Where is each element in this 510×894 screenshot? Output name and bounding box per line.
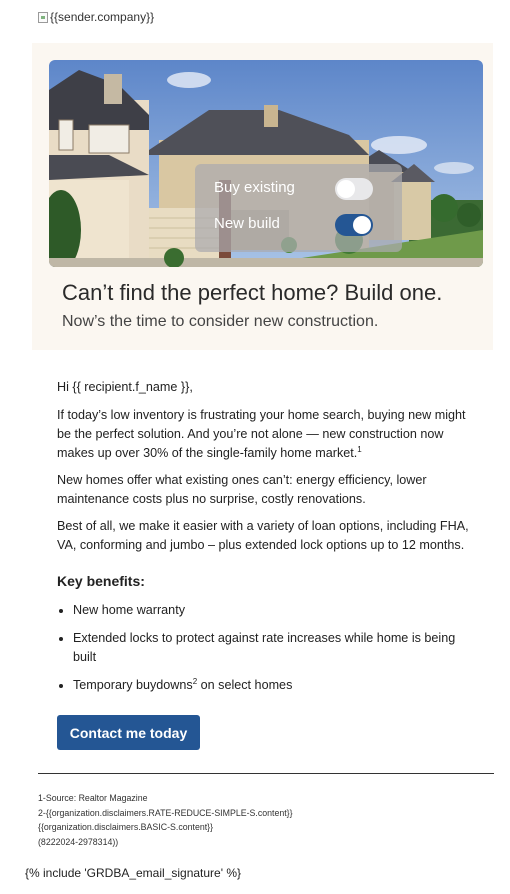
broken-image-icon (38, 12, 48, 23)
toggle-overlay-card (195, 164, 402, 252)
paragraph-benefits: New homes offer what existing ones can’t: energy efficiency, lower maintenance costs plus no surprise, costly renovations. (57, 473, 427, 506)
footnote-line: {{organization.disclaimers.BASIC-S.content}} (38, 822, 214, 832)
footnote-ref: 1 (357, 444, 362, 454)
company-logo (38, 10, 154, 24)
hero-title: Can’t find the perfect home? Build one. (62, 280, 443, 305)
greeting: Hi {{ recipient.f_name }}, (57, 380, 193, 394)
toggle-label-buy-existing: Buy existing (214, 179, 295, 196)
toggle-label-new-build: New build (214, 215, 280, 232)
contact-me-button[interactable]: Contact me today (57, 715, 200, 750)
email-body (57, 378, 472, 704)
paragraph-inventory (57, 406, 472, 463)
paragraph-text: If today’s low inventory is frustrating your home search, buying new might be the perfect solution. And you’re not alone — new construction now makes up over 30% of the single-family home market. (57, 408, 466, 460)
list-item (73, 629, 472, 667)
hero-subtitle: Now’s the time to consider new construction. (62, 313, 379, 330)
benefits-list (57, 601, 472, 695)
toggle-knob (353, 216, 371, 234)
footnote-line: 2-{{organization.disclaimers.RATE-REDUCE-SIMPLE-S.content}} (38, 807, 293, 818)
list-item (73, 676, 472, 695)
list-item (73, 601, 472, 620)
toggle-new-build[interactable] (335, 214, 373, 236)
footnote-line: 1-Source: Realtor Magazine (38, 793, 148, 803)
footnotes (38, 791, 293, 849)
toggle-knob (337, 180, 355, 198)
benefits-heading: Key benefits: (57, 573, 145, 589)
logo-alt-text: {{sender.company}} (50, 10, 155, 24)
footnote-line: (8222024-2978314)) (38, 836, 119, 847)
list-item-text: New home warranty (73, 603, 185, 617)
email-signature-placeholder: {% include 'GRDBA_email_signature' %} (25, 866, 242, 880)
toggle-buy-existing[interactable] (335, 178, 373, 200)
list-item-text: Temporary buydowns (73, 678, 193, 692)
paragraph-loan-options: Best of all, we make it easier with a variety of loan options, including FHA, VA, conforming and jumbo – plus extended lock options up to 12 months. (57, 519, 469, 552)
divider (38, 773, 494, 774)
list-item-text: on select homes (197, 678, 293, 692)
list-item-text: Extended locks to protect against rate increases while home is being built (73, 631, 456, 664)
footnote-ref: 2 (192, 676, 198, 686)
